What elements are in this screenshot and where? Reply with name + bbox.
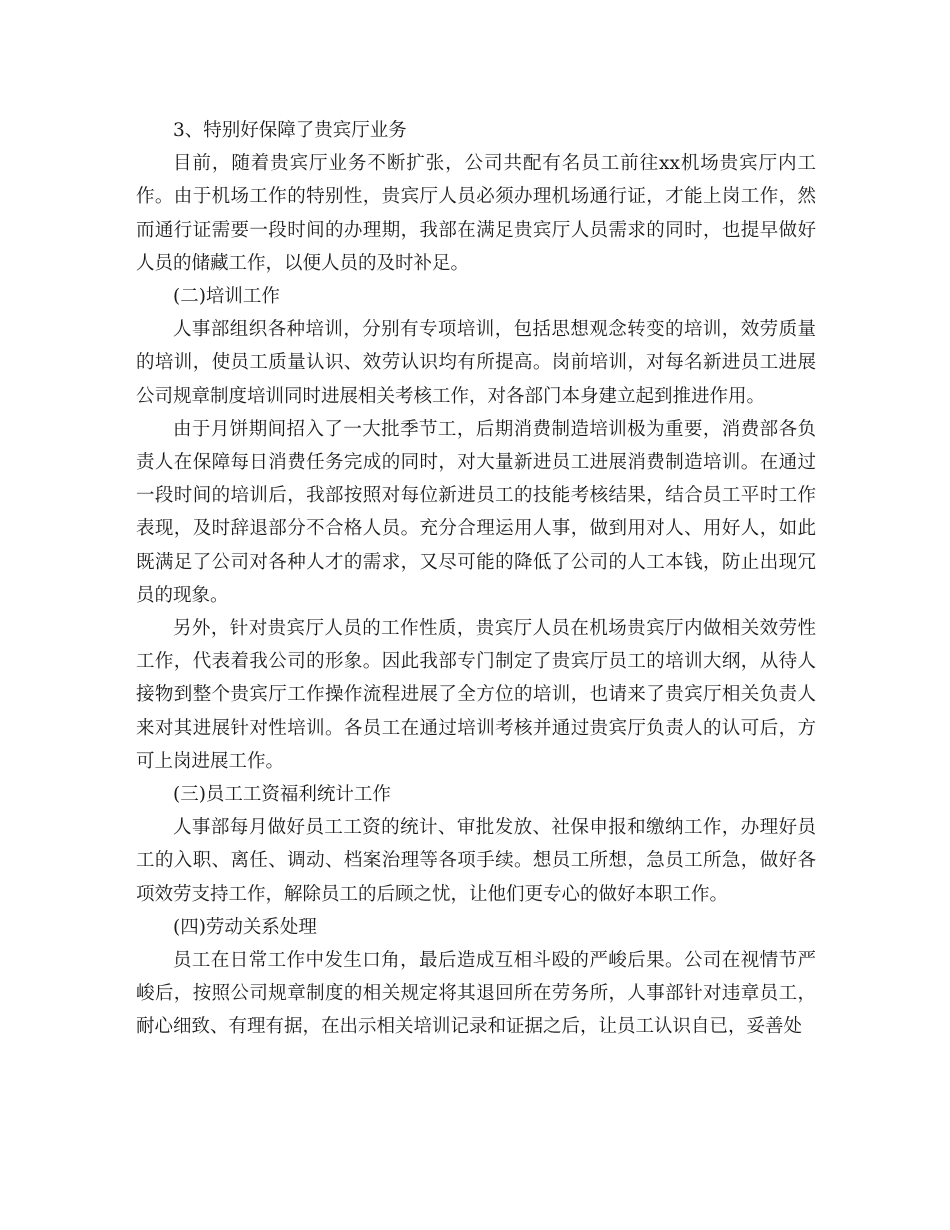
- body-paragraph: 目前，随着贵宾厅业务不断扩张，公司共配有名员工前往xx机场贵宾厅内工作。由于机场工作的特别性，贵宾厅人员必须办理机场通行证，才能上岗工作，然而通行证需要一段时间的办理期，我部在满足贵宾厅人员需求的同时，也提早做好人员的储藏工作，以便人员的及时补足。: [136, 153, 816, 274]
- document-body: [136, 114, 816, 1044]
- body-paragraph: 另外，针对贵宾厅人员的工作性质，贵宾厅人员在机场贵宾厅内做相关效劳性工作，代表着我公司的形象。因此我部专门制定了贵宾厅员工的培训大纲，从待人接物到整个贵宾厅工作操作流程进展了全方位的培训，也请来了贵宾厅相关负责人来对其进展针对性培训。各员工在通过培训考核并通过贵宾厅负责人的认可后，方可上岗进展工作。: [136, 618, 816, 772]
- section-heading-vip-lounge: 3、特别好保障了贵宾厅业务: [173, 120, 407, 141]
- body-paragraph: 员工在日常工作中发生口角，最后造成互相斗殴的严峻后果。公司在视情节严峻后，按照公司规章制度的相关规定将其退回所在劳务所，人事部针对违章员工，耐心细致、有理有据，在出示相关培训记录和证据之后，让员工认识自已，妥善处: [136, 950, 816, 1038]
- body-paragraph: 人事部组织各种培训，分别有专项培训，包括思想观念转变的培训，效劳质量的培训，使员工质量认识、效劳认识均有所提高。岗前培训，对每名新进员工进展公司规章制度培训同时进展相关考核工作，对各部门本身建立起到推进作用。: [136, 319, 816, 407]
- body-paragraph: 由于月饼期间招入了一大批季节工，后期消费制造培训极为重要，消费部各负责人在保障每日消费任务完成的同时，对大量新进员工进展消费制造培训。在通过一段时间的培训后，我部按照对每位新进员工的技能考核结果，结合员工平时工作表现，及时辞退部分不合格人员。充分合理运用人事，做到用对人、用好人，如此既满足了公司对各种人才的需求，又尽可能的降低了公司的人工本钱，防止出现冗员的现象。: [136, 418, 816, 606]
- section-heading-payroll: (三)员工工资福利统计工作: [173, 784, 391, 806]
- body-paragraph: 人事部每月做好员工工资的统计、审批发放、社保申报和缴纳工作，办理好员工的入职、离任、调动、档案治理等各项手续。想员工所想，急员工所急，做好各项效劳支持工作，解除员工的后顾之忧，让他们更专心的做好本职工作。: [136, 817, 816, 905]
- section-heading-training: (二)培训工作: [173, 286, 280, 308]
- section-heading-labor-relations: (四)劳动关系处理: [173, 916, 317, 938]
